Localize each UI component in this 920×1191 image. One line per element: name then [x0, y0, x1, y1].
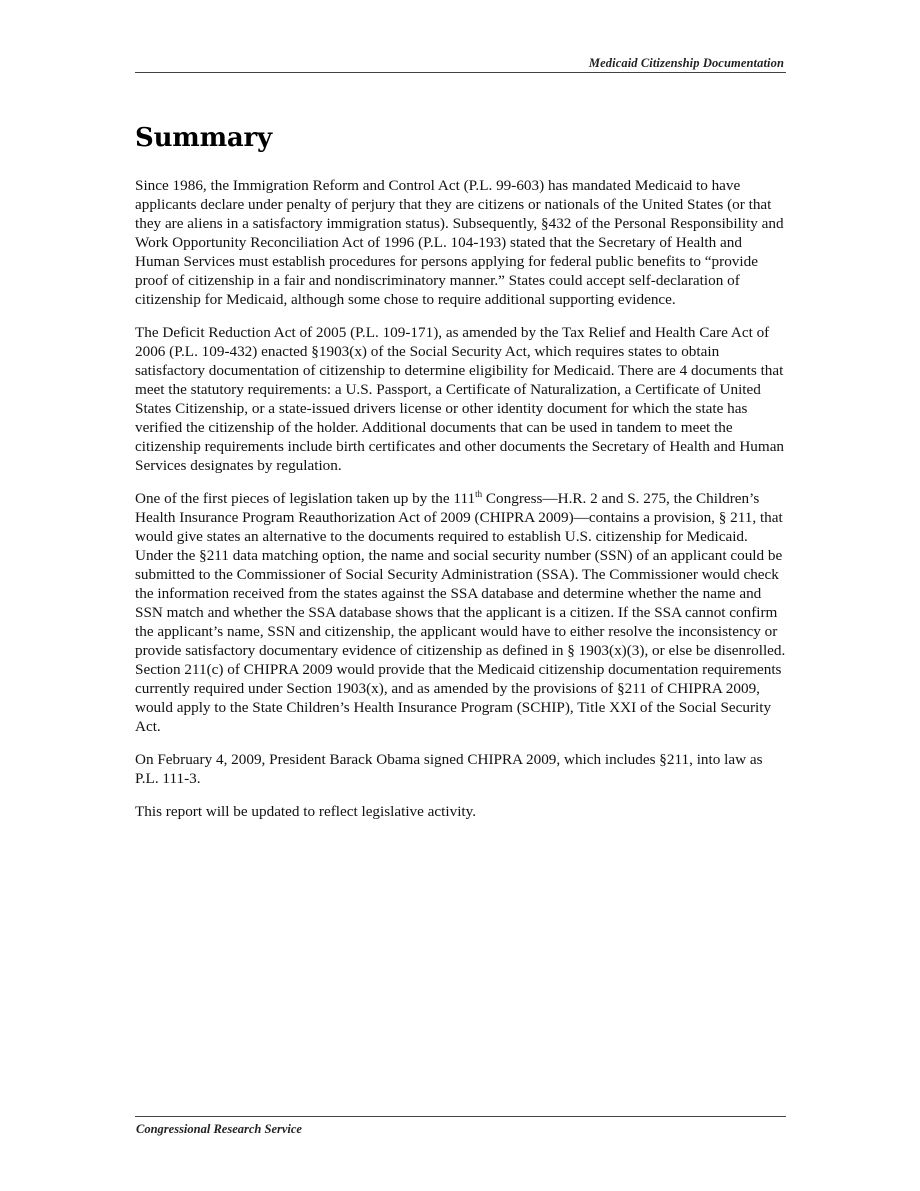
- paragraph-chipra: [135, 489, 786, 736]
- summary-body: [135, 176, 786, 835]
- paragraph-chipra-rest: Congress—H.R. 2 and S. 275, the Children’s Health Insurance Program Reauthorization Act of 2009 (CHIPRA 2009)—contains a provision, § 211, that would give states an alternative to the documents required to establish U.S. citizenship for Medicaid. Under the §211 data matching option, the name and social security number (SSN) of an applicant could be submitted to the Commissioner of Social Security Administration (SSA). The Commissioner would check the information received from the states against the SSA database and determine whether the name and SSN match and whether the SSA database shows that the applicant is a citizen. If the SSA cannot confirm the applicant’s name, SSN and citizenship, the applicant would have to either resolve the inconsistency or provide satisfactory documentary evidence of citizenship as defined in § 1903(x)(3), or else be disenrolled. Section 211(c) of CHIPRA 2009 would provide that the Medicaid citizenship documentation requirements currently required under Section 1903(x), and as amended by the provisions of §211 of CHIPRA 2009, would apply to the State Children’s Health Insurance Program (SCHIP), Title XXI of the Social Security Act.: [135, 490, 786, 735]
- ordinal-superscript: th: [475, 488, 483, 499]
- paragraph-update-note: This report will be updated to reflect legislative activity.: [135, 803, 477, 820]
- page-title: Summary: [135, 123, 272, 153]
- running-header-title: Medicaid Citizenship Documentation: [588, 56, 784, 70]
- paragraph-deficit-reduction-act: The Deficit Reduction Act of 2005 (P.L. 109-171), as amended by the Tax Relief and Health Care Act of 2006 (P.L. 109-432) enacted §1903(x) of the Social Security Act, which requires states to obtain satisfactory documentation of citizenship to determine eligibility for Medicaid. There are 4 documents that meet the statutory requirements: a U.S. Passport, a Certificate of Naturalization, a Certificate of United States Citizenship, or a state-issued drivers license or other identity document for which the state has verified the citizenship of the holder. Additional documents that can be used in tandem to meet the citizenship requirements include birth certificates and other documents the Secretary of Health and Human Services designates by regulation.: [135, 324, 785, 474]
- running-footer: [135, 1116, 786, 1136]
- running-header: [135, 56, 786, 73]
- paragraph-irca: Since 1986, the Immigration Reform and Control Act (P.L. 99-603) has mandated Medicaid to have applicants declare under penalty of perjury that they are citizens or nationals of the United States (or that they are aliens in a satisfactory immigration status). Subsequently, §432 of the Personal Responsibility and Work Opportunity Reconciliation Act of 1996 (P.L. 104-193) stated that the Secretary of Health and Human Services must establish procedures for persons applying for federal public benefits to “provide proof of citizenship in a fair and nondiscriminatory manner.” States could accept self-declaration of citizenship for Medicaid, although some chose to require additional supporting evidence.: [135, 177, 784, 308]
- paragraph-signing: On February 4, 2009, President Barack Obama signed CHIPRA 2009, which includes §211, into law as P.L. 111-3.: [135, 751, 763, 787]
- paragraph-chipra-lead: One of the first pieces of legislation taken up by the 111: [135, 490, 476, 507]
- footer-publisher: Congressional Research Service: [136, 1122, 302, 1136]
